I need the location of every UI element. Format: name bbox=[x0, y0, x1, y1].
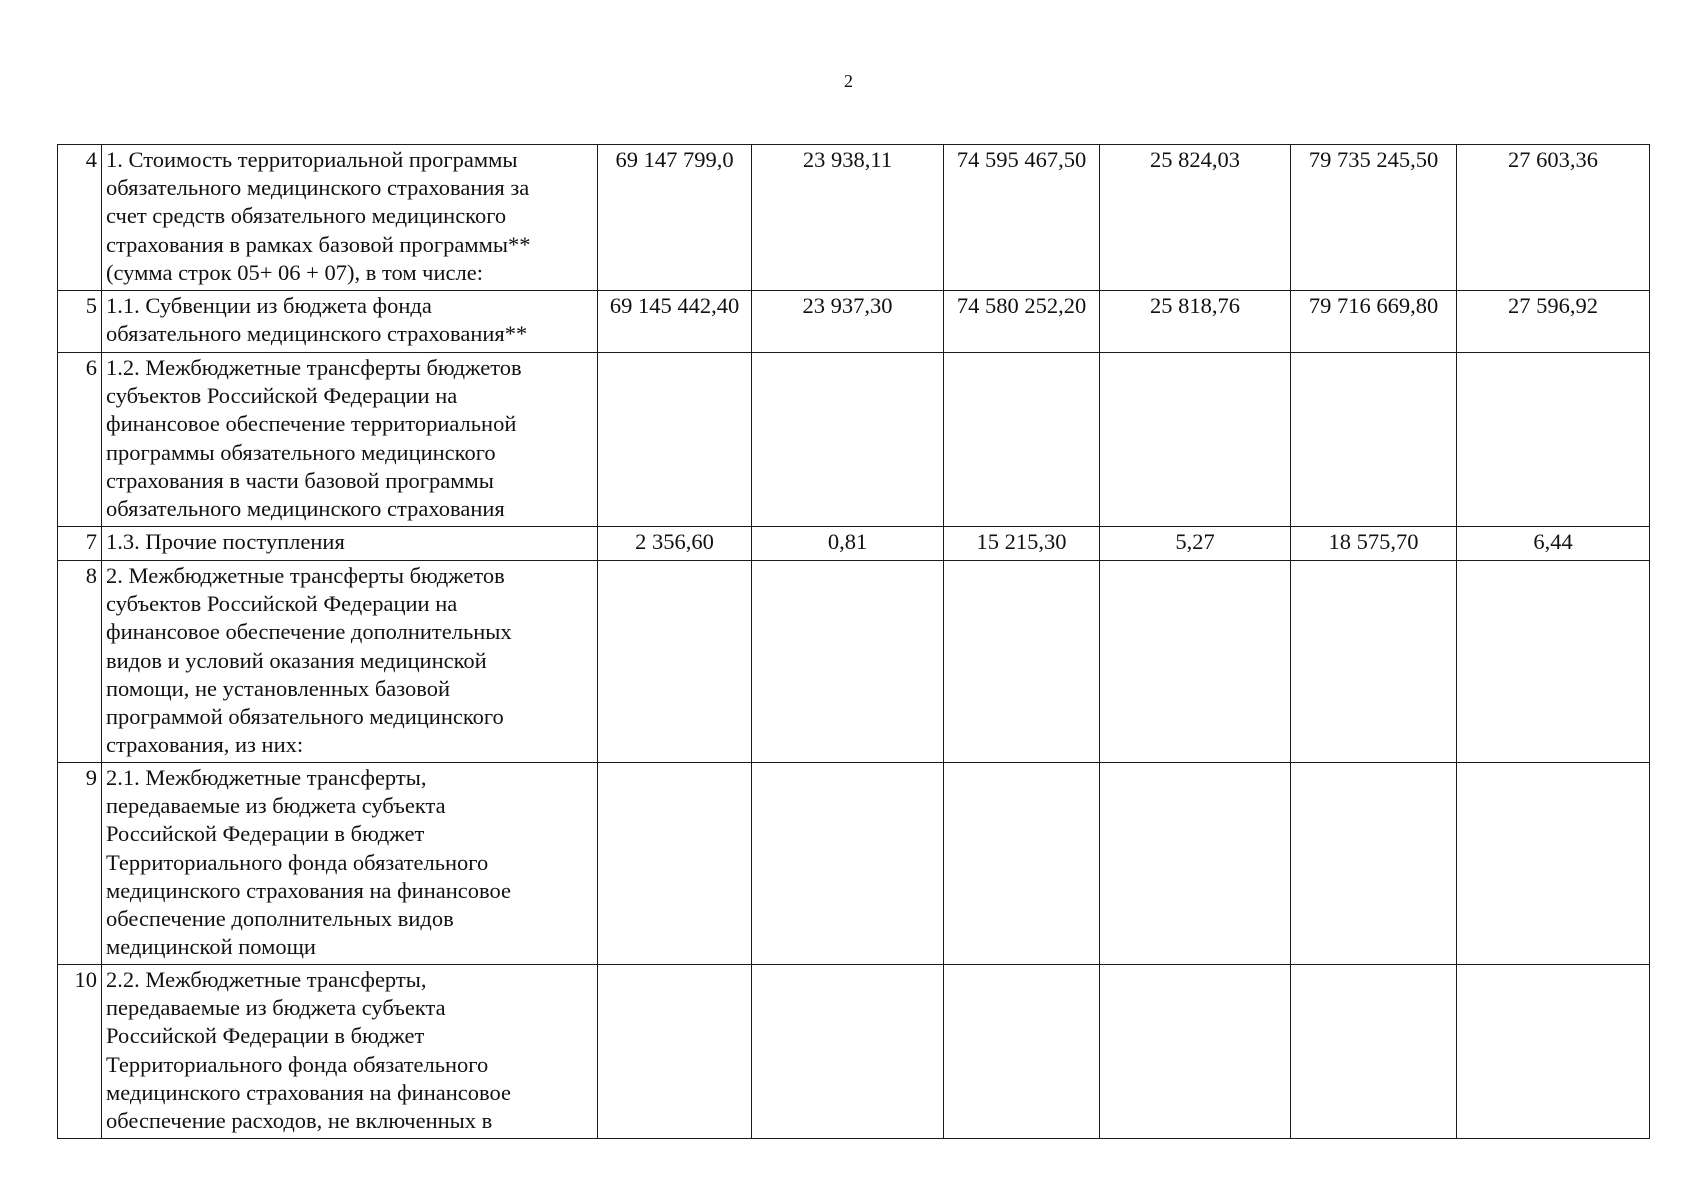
description-line: обязательного медицинского страхования за bbox=[106, 175, 530, 201]
description-line: счет средств обязательного медицинского bbox=[106, 203, 507, 229]
value-cell: 25 818,76 bbox=[1100, 291, 1291, 353]
row-number: 7 bbox=[58, 527, 102, 561]
description-line: 1.1. Субвенции из бюджета фонда bbox=[106, 293, 432, 318]
row-number: 8 bbox=[58, 561, 102, 763]
value-cell bbox=[944, 353, 1100, 527]
description-line: 1.2. Межбюджетные трансферты бюджетов bbox=[106, 355, 522, 380]
value-cell: 18 575,70 bbox=[1291, 527, 1457, 561]
description-line: медицинской помощи bbox=[106, 934, 316, 960]
description-line: программы обязательного медицинского bbox=[106, 439, 496, 465]
financing-table bbox=[57, 144, 1650, 1139]
description-line: медицинского страхования на финансовое bbox=[106, 877, 512, 903]
description-line: Территориального фонда обязательного bbox=[106, 1051, 489, 1077]
row-description bbox=[102, 561, 598, 763]
value-cell bbox=[1457, 561, 1650, 763]
value-cell: 69 145 442,40 bbox=[598, 291, 752, 353]
description-line: Российской Федерации в бюджет bbox=[106, 821, 425, 847]
value-cell bbox=[752, 561, 944, 763]
value-cell bbox=[944, 763, 1100, 965]
table-row bbox=[58, 353, 1650, 527]
value-cell bbox=[1457, 763, 1650, 965]
value-cell bbox=[598, 965, 752, 1139]
description-line: видов и условий оказания медицинской bbox=[106, 647, 487, 673]
value-cell bbox=[1291, 763, 1457, 965]
description-line: 1. Стоимость территориальной программы bbox=[106, 147, 518, 172]
description-line: медицинского страхования на финансовое bbox=[106, 1079, 512, 1105]
value-cell bbox=[1100, 965, 1291, 1139]
description-line: 2.2. Межбюджетные трансферты, bbox=[106, 967, 427, 992]
value-cell bbox=[944, 965, 1100, 1139]
page-number: 2 bbox=[844, 71, 853, 91]
value-cell bbox=[598, 763, 752, 965]
description-line: (сумма строк 05+ 06 + 07), в том числе: bbox=[106, 259, 483, 285]
value-cell: 69 147 799,0 bbox=[598, 145, 752, 291]
row-description bbox=[102, 353, 598, 527]
description-line: субъектов Российской Федерации на bbox=[106, 591, 458, 617]
value-cell bbox=[1100, 561, 1291, 763]
description-line: страхования, из них: bbox=[106, 732, 304, 758]
description-line: помощи, не установленных базовой bbox=[106, 675, 451, 701]
description-line: передаваемые из бюджета субъекта bbox=[106, 995, 446, 1021]
description-line: Территориального фонда обязательного bbox=[106, 849, 489, 875]
description-line: финансовое обеспечение дополнительных bbox=[106, 619, 512, 645]
row-number: 6 bbox=[58, 353, 102, 527]
value-cell bbox=[1291, 353, 1457, 527]
row-number: 10 bbox=[58, 965, 102, 1139]
description-line: 2. Межбюджетные трансферты бюджетов bbox=[106, 563, 505, 588]
value-cell: 79 735 245,50 bbox=[1291, 145, 1457, 291]
value-cell bbox=[598, 561, 752, 763]
description-line: Российской Федерации в бюджет bbox=[106, 1023, 425, 1049]
value-cell bbox=[1100, 763, 1291, 965]
value-cell bbox=[1457, 965, 1650, 1139]
value-cell bbox=[944, 561, 1100, 763]
description-line: передаваемые из бюджета субъекта bbox=[106, 793, 446, 819]
value-cell bbox=[752, 763, 944, 965]
value-cell: 23 937,30 bbox=[752, 291, 944, 353]
value-cell: 79 716 669,80 bbox=[1291, 291, 1457, 353]
row-description bbox=[102, 965, 598, 1139]
description-line: страхования в части базовой программы bbox=[106, 467, 494, 493]
description-line: обязательного медицинского страхования bbox=[106, 496, 505, 522]
value-cell: 0,81 bbox=[752, 527, 944, 561]
description-line: программой обязательного медицинского bbox=[106, 704, 504, 730]
table-row bbox=[58, 527, 1650, 561]
row-number: 4 bbox=[58, 145, 102, 291]
value-cell bbox=[598, 353, 752, 527]
value-cell: 23 938,11 bbox=[752, 145, 944, 291]
value-cell: 74 580 252,20 bbox=[944, 291, 1100, 353]
value-cell: 6,44 bbox=[1457, 527, 1650, 561]
row-description bbox=[102, 291, 598, 353]
value-cell: 5,27 bbox=[1100, 527, 1291, 561]
table-row bbox=[58, 291, 1650, 353]
table-row bbox=[58, 561, 1650, 763]
row-description bbox=[102, 763, 598, 965]
description-line: обязательного медицинского страхования** bbox=[106, 321, 528, 347]
description-line: обеспечение расходов, не включенных в bbox=[106, 1108, 493, 1134]
row-description bbox=[102, 527, 598, 561]
row-number: 5 bbox=[58, 291, 102, 353]
description-line: финансовое обеспечение территориальной bbox=[106, 411, 517, 437]
description-line: субъектов Российской Федерации на bbox=[106, 383, 458, 409]
value-cell bbox=[752, 965, 944, 1139]
value-cell: 27 603,36 bbox=[1457, 145, 1650, 291]
description-line: 2.1. Межбюджетные трансферты, bbox=[106, 765, 427, 790]
table-row bbox=[58, 965, 1650, 1139]
value-cell bbox=[1100, 353, 1291, 527]
table-row bbox=[58, 763, 1650, 965]
value-cell bbox=[1457, 353, 1650, 527]
value-cell: 15 215,30 bbox=[944, 527, 1100, 561]
description-line: обеспечение дополнительных видов bbox=[106, 906, 454, 932]
value-cell: 74 595 467,50 bbox=[944, 145, 1100, 291]
value-cell: 25 824,03 bbox=[1100, 145, 1291, 291]
row-description bbox=[102, 145, 598, 291]
row-number: 9 bbox=[58, 763, 102, 965]
value-cell bbox=[1291, 561, 1457, 763]
description-line: страхования в рамках базовой программы** bbox=[106, 231, 531, 257]
value-cell bbox=[1291, 965, 1457, 1139]
value-cell: 2 356,60 bbox=[598, 527, 752, 561]
description-line: 1.3. Прочие поступления bbox=[106, 529, 345, 554]
table-row bbox=[58, 145, 1650, 291]
value-cell bbox=[752, 353, 944, 527]
value-cell: 27 596,92 bbox=[1457, 291, 1650, 353]
